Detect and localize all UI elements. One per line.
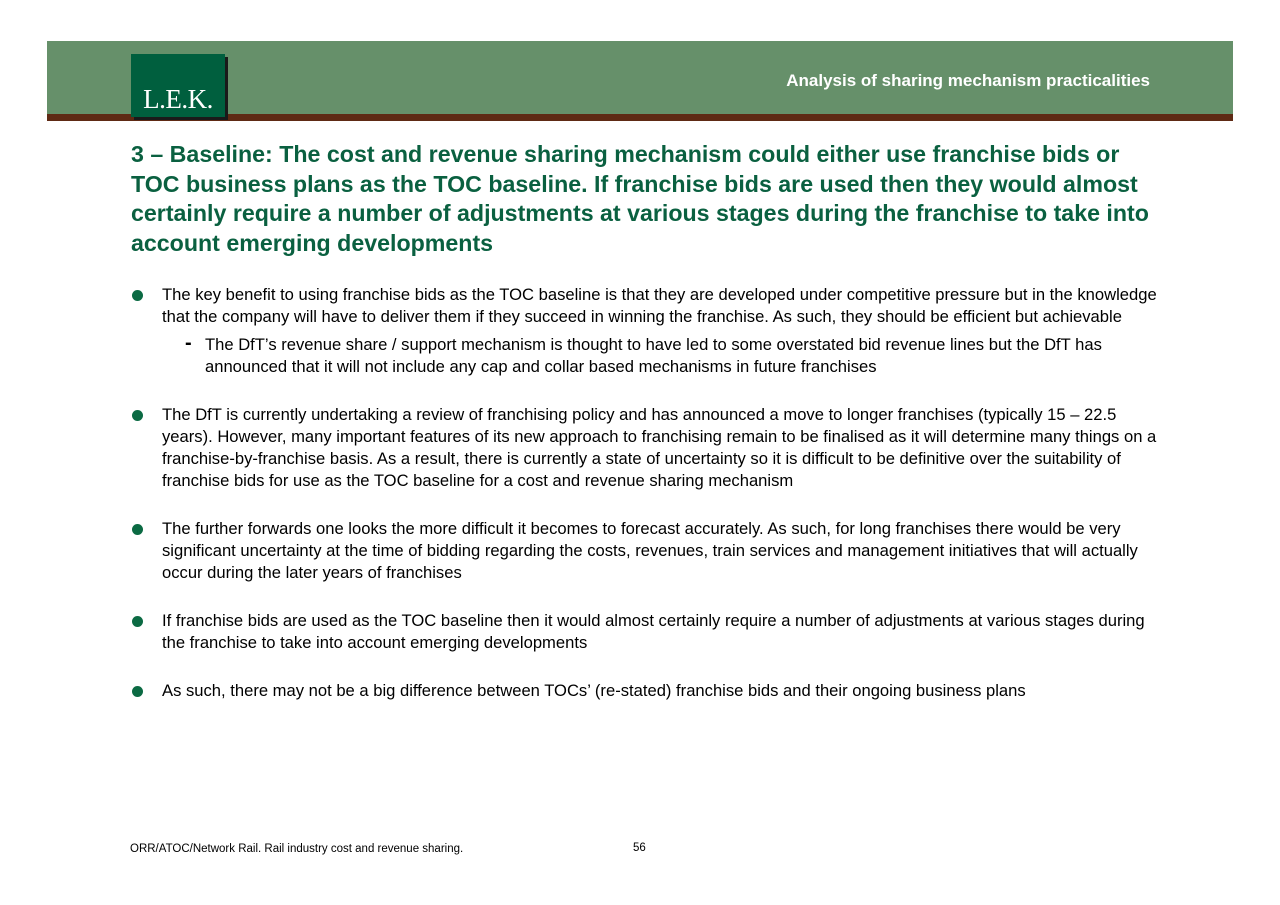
lek-logo — [131, 54, 225, 117]
bullet-text: If franchise bids are used as the TOC baseline then it would almost certainly require a number of adjustments at various stages during the franchise to take into account emerging developments — [162, 611, 1145, 652]
bullet-item — [131, 404, 1161, 492]
bullet-dot-icon — [132, 686, 143, 697]
bullet-item — [131, 680, 1161, 702]
bullet-item — [131, 610, 1161, 654]
dash-icon: - — [185, 332, 192, 354]
footer-source: ORR/ATOC/Network Rail. Rail industry cost and revenue sharing. — [130, 843, 464, 855]
bullet-dot-icon — [132, 410, 143, 421]
page-number: 56 — [633, 842, 646, 854]
sub-bullet-item — [162, 334, 1161, 378]
bullet-dot-icon — [132, 290, 143, 301]
bullet-text: The further forwards one looks the more difficult it becomes to forecast accurately. As such, for long franchises there would be very significant uncertainty at the time of bidding regarding the costs, revenues, train services and management initiatives that will actually occur during the later years of franchises — [162, 519, 1138, 582]
bullet-dot-icon — [132, 524, 143, 535]
bullet-item — [131, 518, 1161, 584]
sub-bullet-text: The DfT’s revenue share / support mechanism is thought to have led to some overstated bid revenue lines but the DfT has announced that it will not include any cap and collar based mechanisms in future franchises — [205, 335, 1102, 376]
bullet-list — [131, 284, 1161, 728]
bullet-text: The DfT is currently undertaking a review of franchising policy and has announced a move to longer franchises (typically 15 – 22.5 years). However, many important features of its new approach to franchising remain to be finalised as it will determine many things on a franchise-by-franchise basis. As a result, there is currently a state of uncertainty so it is difficult to be definitive over the suitability of franchise bids for use as the TOC baseline for a cost and revenue sharing mechanism — [162, 405, 1157, 490]
logo-text: L.E.K. — [143, 84, 213, 114]
bullet-text: As such, there may not be a big difference between TOCs’ (re-stated) franchise bids and their ongoing business plans — [162, 681, 1026, 700]
bullet-dot-icon — [132, 616, 143, 627]
bullet-text: The key benefit to using franchise bids as the TOC baseline is that they are developed under competitive pressure but in the knowledge that the company will have to deliver them if they succeed in winning the franchise. As such, they should be efficient but achievable — [162, 285, 1157, 326]
header-title: Analysis of sharing mechanism practicalities — [786, 71, 1150, 90]
slide-headline: 3 – Baseline: The cost and revenue sharing mechanism could either use franchise bids or TOC business plans as the TOC baseline. If franchise bids are used then they would almost certainly require a number of adjustments at various stages during the franchise to take into account emerging developments — [131, 141, 1149, 256]
bullet-item — [131, 284, 1161, 378]
